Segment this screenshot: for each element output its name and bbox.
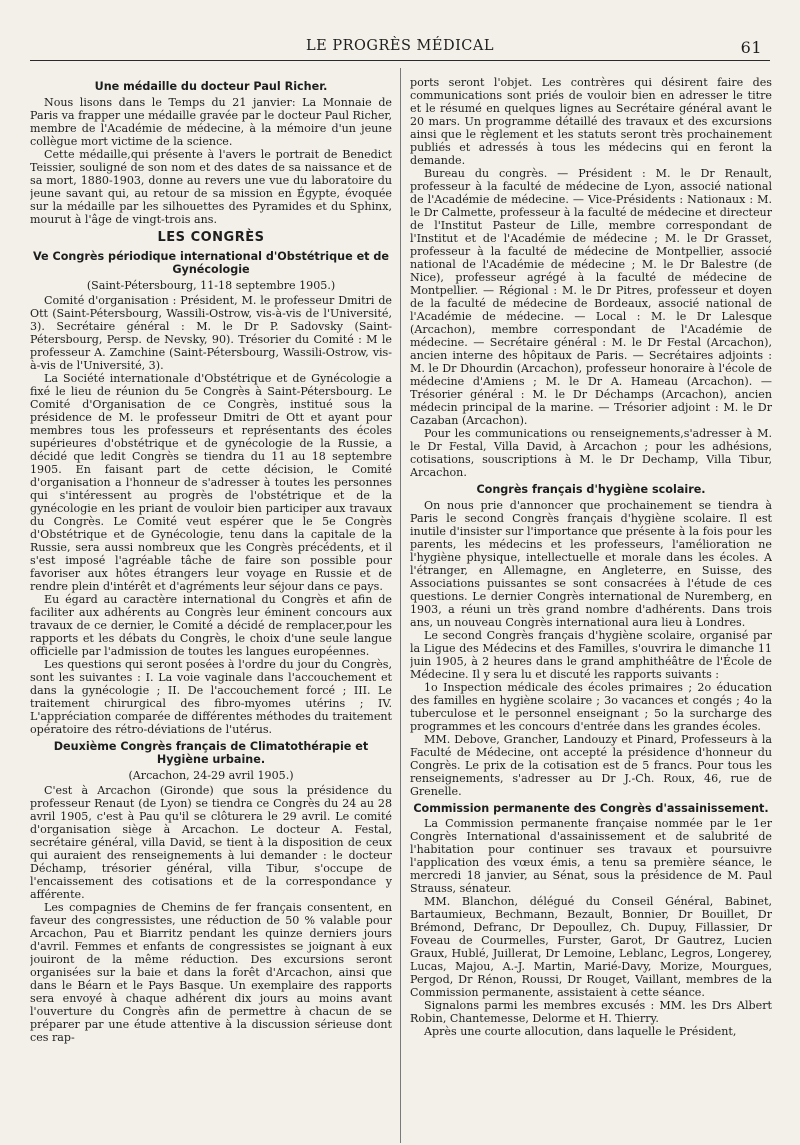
paragraph: Eu égard au caractère international du Congrès et afin de faciliter aux adhérents au Congrès leur éminent concours aux travaux de ce dernier, le Comité a décidé de remplacer,pour les rapports et les débats du Congrès, le choix d'une seule langue officielle par l'admission de toutes les langues européennes.: [30, 592, 392, 658]
paragraph: Signalons parmi les membres excusés : MM. les Drs Albert Robin, Chantemesse, Delorme et H. Thierry.: [410, 999, 772, 1025]
dateline-climatotherapie: (Arcachon, 24-29 avril 1905.): [128, 768, 294, 782]
running-header: [30, 38, 770, 57]
paragraph: 1o Inspection médicale des écoles primaires ; 2o éducation des familles en hygiène scolaire ; 3o vacances et congés ; 4o la tuberculose et le personnel enseignant ; 5o la surcharge des programmes et les concours d'entrée dans les grandes écoles.: [410, 680, 772, 733]
paragraph: Le second Congrès français d'hygiène scolaire, organisé par la Ligue des Médecins et des Familles, s'ouvrira le dimanche 11 juin 1905, à 2 heures dans le grand amphithéâtre de l'École de Médecine. Il y sera lu et discuté les rapports suivants :: [410, 628, 772, 681]
article-title-hygiene-scolaire: Congrès français d'hygiène scolaire.: [476, 483, 706, 496]
paragraph: Les questions qui seront posées à l'ordre du jour du Congrès, sont les suivantes : I. La voie vaginale dans l'accouchement et dans la gynécologie ; II. De l'accouchement forcé ; III. Le traitement chirurgical des fibro-myomes utérins ; IV. L'appréciation comparée de différentes méthodes du traitement opératoire des rétro-déviations de l'utérus.: [30, 657, 392, 736]
columns: [30, 76, 770, 1145]
article-title-climatotherapie: Deuxième Congrès français de Climatothérapie et Hygiène urbaine.: [53, 739, 369, 766]
section-title-congres: LES CONGRÈS: [157, 229, 265, 245]
article-title-assainissement: Commission permanente des Congrès d'assainissement.: [413, 801, 769, 815]
paragraph: Après une courte allocution, dans laquelle le Président,: [424, 1025, 737, 1038]
left-column: [30, 76, 392, 1145]
article-title-richer: Une médaille du docteur Paul Richer.: [94, 80, 328, 93]
paragraph: MM. Debove, Grancher, Landouzy et Pinard, Professeurs à la Faculté de Médecine, ont accepté la présidence d'honneur du Congrès. Le prix de la cotisation est de 5 francs. Pour tous les renseignements, s'adresser au Dr J.-Ch. Roux, 46, rue de Grenelle.: [410, 732, 772, 798]
paragraph: MM. Blanchon, délégué du Conseil Général, Babinet, Bartaumieux, Bechmann, Bezault, Bonnier, Dr Bouillet, Dr Brémond, Defranc, Dr Depoullez, Ch. Dupuy, Fillassier, Dr Foveau de Courmelles, Furster, Garot, Dr Gautrez, Lucien Graux, Hublé, Juillerat, Dr Lemoine, Leblanc, Legros, Longerey, Lucas, Majou, A.-J. Martin, Marié-Davy, Morize, Mourgues, Pergod, Dr Rénon, Roussi, Dr Rouget, Vaillant, membres de la Commission permanente, assistaient à cette séance.: [410, 895, 772, 999]
paragraph: Cette médaille,qui présente à l'avers le portrait de Benedict Teissier, souligné de son nom et des dates de sa naissance et de sa mort, 1880-1903, donne au revers une vue du laboratoire du jeune savant qui, au retour de sa mission en Égypte, évoquée sur la médaille par les silhouettes des Pyramides et du Sphinx, mourut à l'âge de vingt-trois ans.: [30, 147, 392, 226]
paragraph: Pour les communications ou renseignements,s'adresser à M. le Dr Festal, Villa David, à Arcachon ; pour les adhésions, cotisations, souscriptions à M. le Dr Dechamp, Villa Tibur, Arcachon.: [410, 427, 772, 479]
paragraph: La Commission permanente française nommée par le 1er Congrès International d'assainissement et de salubrité de l'habitation pour continuer ses travaux et poursuivre l'application des vœux émis, a tenu sa première séance, le mercredi 18 janvier, au Sénat, sous la présidence de M. Paul Strauss, sénateur.: [410, 817, 772, 895]
paragraph: Bureau du congrès. — Président : M. le Dr Renault, professeur à la faculté de médecine de Lyon, associé national de l'Académie de médecine. — Vice-Présidents : Nationaux : M. le Dr Calmette, professeur à la faculté de médecine et directeur de l'Institut Pasteur de Lille, membre correspondant de l'Institut et de l'Académie de médecine ; M. le Dr Grasset, professeur à la faculté de médecine de Montpellier, associé national de l'Académie de médecine ; M. le Dr Balestre (de Nice), professeur agrégé à la faculté de médecine de Montpellier. — Régional : M. le Dr Pitres, professeur et doyen de la faculté de médecine de Bordeaux, associé national de l'Académie de médecine. — Local : M. le Dr Lalesque (Arcachon), membre correspondant de l'Académie de médecine. — Secrétaire général : M. le Dr Festal (Arcachon), ancien interne des hôpitaux de Paris. — Secrétaires adjoints : M. le Dr Dhourdin (Arcachon), professeur honoraire à l'école de médecine d'Amiens ; M. le Dr A. Hameau (Arcachon). — Trésorier général : M. le Dr Déchamps (Arcachon), ancien médecin principal de la marine. — Trésorier adjoint : M. le Dr Cazaban (Arcachon).: [410, 167, 772, 427]
dateline-obstetrique: (Saint-Pétersbourg, 11-18 septembre 1905.): [86, 278, 336, 292]
header-rule: [30, 60, 770, 61]
paragraph: La Société internationale d'Obstétrique et de Gynécologie a fixé le lieu de réunion du 5e Congrès à Saint-Pétersbourg. Le Comité d'Organisation de ce Congrès, institué sous la présidence de M. le professeur Dmitri de Ott et ayant pour membres tous les professeurs et représentants des écoles supérieures d'obstétrique et de gynécologie de la Russie, a décidé que ledit Congrès se tiendra du 11 au 18 septembre 1905. En faisant part de cette décision, le Comité d'organisation a l'honneur de s'adresser à toutes les personnes qui s'intéressent au progrès de l'obstétrique et de la gynécologie en les priant de vouloir bien participer aux travaux du Congrès. Le Comité veut espérer que le 5e Congrès d'Obstétrique et de Gynécologie, tenu dans la capitale de la Russie, sera aussi nombreux que les Congrès précédents, et il s'est imposé l'agréable tâche de faire son possible pour favoriser aux hôtes étrangers leur voyage en Russie et de rendre plein d'intérêt et d'agréments leur séjour dans ce pays.: [30, 371, 392, 593]
page-number: 61: [740, 38, 762, 57]
article-title-obstetrique: Ve Congrès périodique international d'Obstétrique et de Gynécologie: [33, 249, 389, 276]
paragraph: C'est à Arcachon (Gironde) que sous la présidence du professeur Renaut (de Lyon) se tiendra ce Congrès du 24 au 28 avril 1905, c'est à Pau qu'il se clôturera le 29 avril. Le comité d'organisation siège à Arcachon. Le docteur A. Festal, secrétaire général, villa David, se tient à la disposition de ceux qui auraient des renseignements à lui demander : le docteur Déchamp, trésorier général, villa Tibur, s'occupe de l'encaissement des cotisations et de la correspondance y afférente.: [30, 783, 392, 901]
right-column: [410, 76, 772, 1145]
paragraph: Les compagnies de Chemins de fer français consentent, en faveur des congressistes, une réduction de 50 % valable pour Arcachon, Pau et Biarritz pendant les quinze derniers jours d'avril. Femmes et enfants de congressistes se joignant à eux jouiront de la même réduction. Des excursions seront organisées sur la baie et dans la forêt d'Arcachon, ainsi que dans le Béarn et le Pays Basque. Un exemplaire des rapports sera envoyé à chaque adhérent dix jours au moins avant l'ouverture du Congrès afin de permettre à chacun de se préparer par une étude attentive à la discussion sérieuse dont ces rap-: [30, 900, 392, 1044]
paragraph: Comité d'organisation : Président, M. le professeur Dmitri de Ott (Saint-Pétersbourg, Wassili-Ostrow, vis-à-vis de l'Université, 3). Secrétaire général : M. le Dr P. Sadovsky (Saint-Pétersbourg, Persp. de Nevsky, 90). Trésorier du Comité : M le professeur A. Zamchine (Saint-Pétersbourg, Wassili-Ostrow, vis-à-vis de l'Université, 3).: [30, 293, 392, 372]
journal-title: LE PROGRÈS MÉDICAL: [306, 38, 494, 54]
paragraph: ports seront l'objet. Les contrères qui désirent faire des communications sont priés de vouloir bien en adresser le titre et le résumé en quelques lignes au Secrétaire général avant le 20 mars. Un programme détaillé des travaux et des excursions ainsi que le règlement et les statuts seront très prochainement publiés et adressés à tous les médecins qui en feront la demande.: [410, 76, 772, 167]
paragraph: Nous lisons dans le Temps du 21 janvier: La Monnaie de Paris va frapper une médaille gravée par le docteur Paul Richer, membre de l'Académie de médecine, à la mémoire d'un jeune collègue mort victime de la science.: [30, 95, 392, 148]
paragraph: On nous prie d'annoncer que prochainement se tiendra à Paris le second Congrès français d'hygiène scolaire. Il est inutile d'insister sur l'importance que présente à la fois pour les parents, les médecins et les professeurs, l'amélioration ne l'hygiène physique, intellectuelle et morale dans les écoles. A l'étranger, en Allemagne, en Angleterre, en Suisse, des Associations puissantes se sont consacrées à l'étude de ces questions. Le dernier Congrès international de Nuremberg, en 1903, a réuni un très grand nombre d'adhérents. Dans trois ans, un nouveau Congrès international aura lieu à Londres.: [410, 498, 772, 629]
